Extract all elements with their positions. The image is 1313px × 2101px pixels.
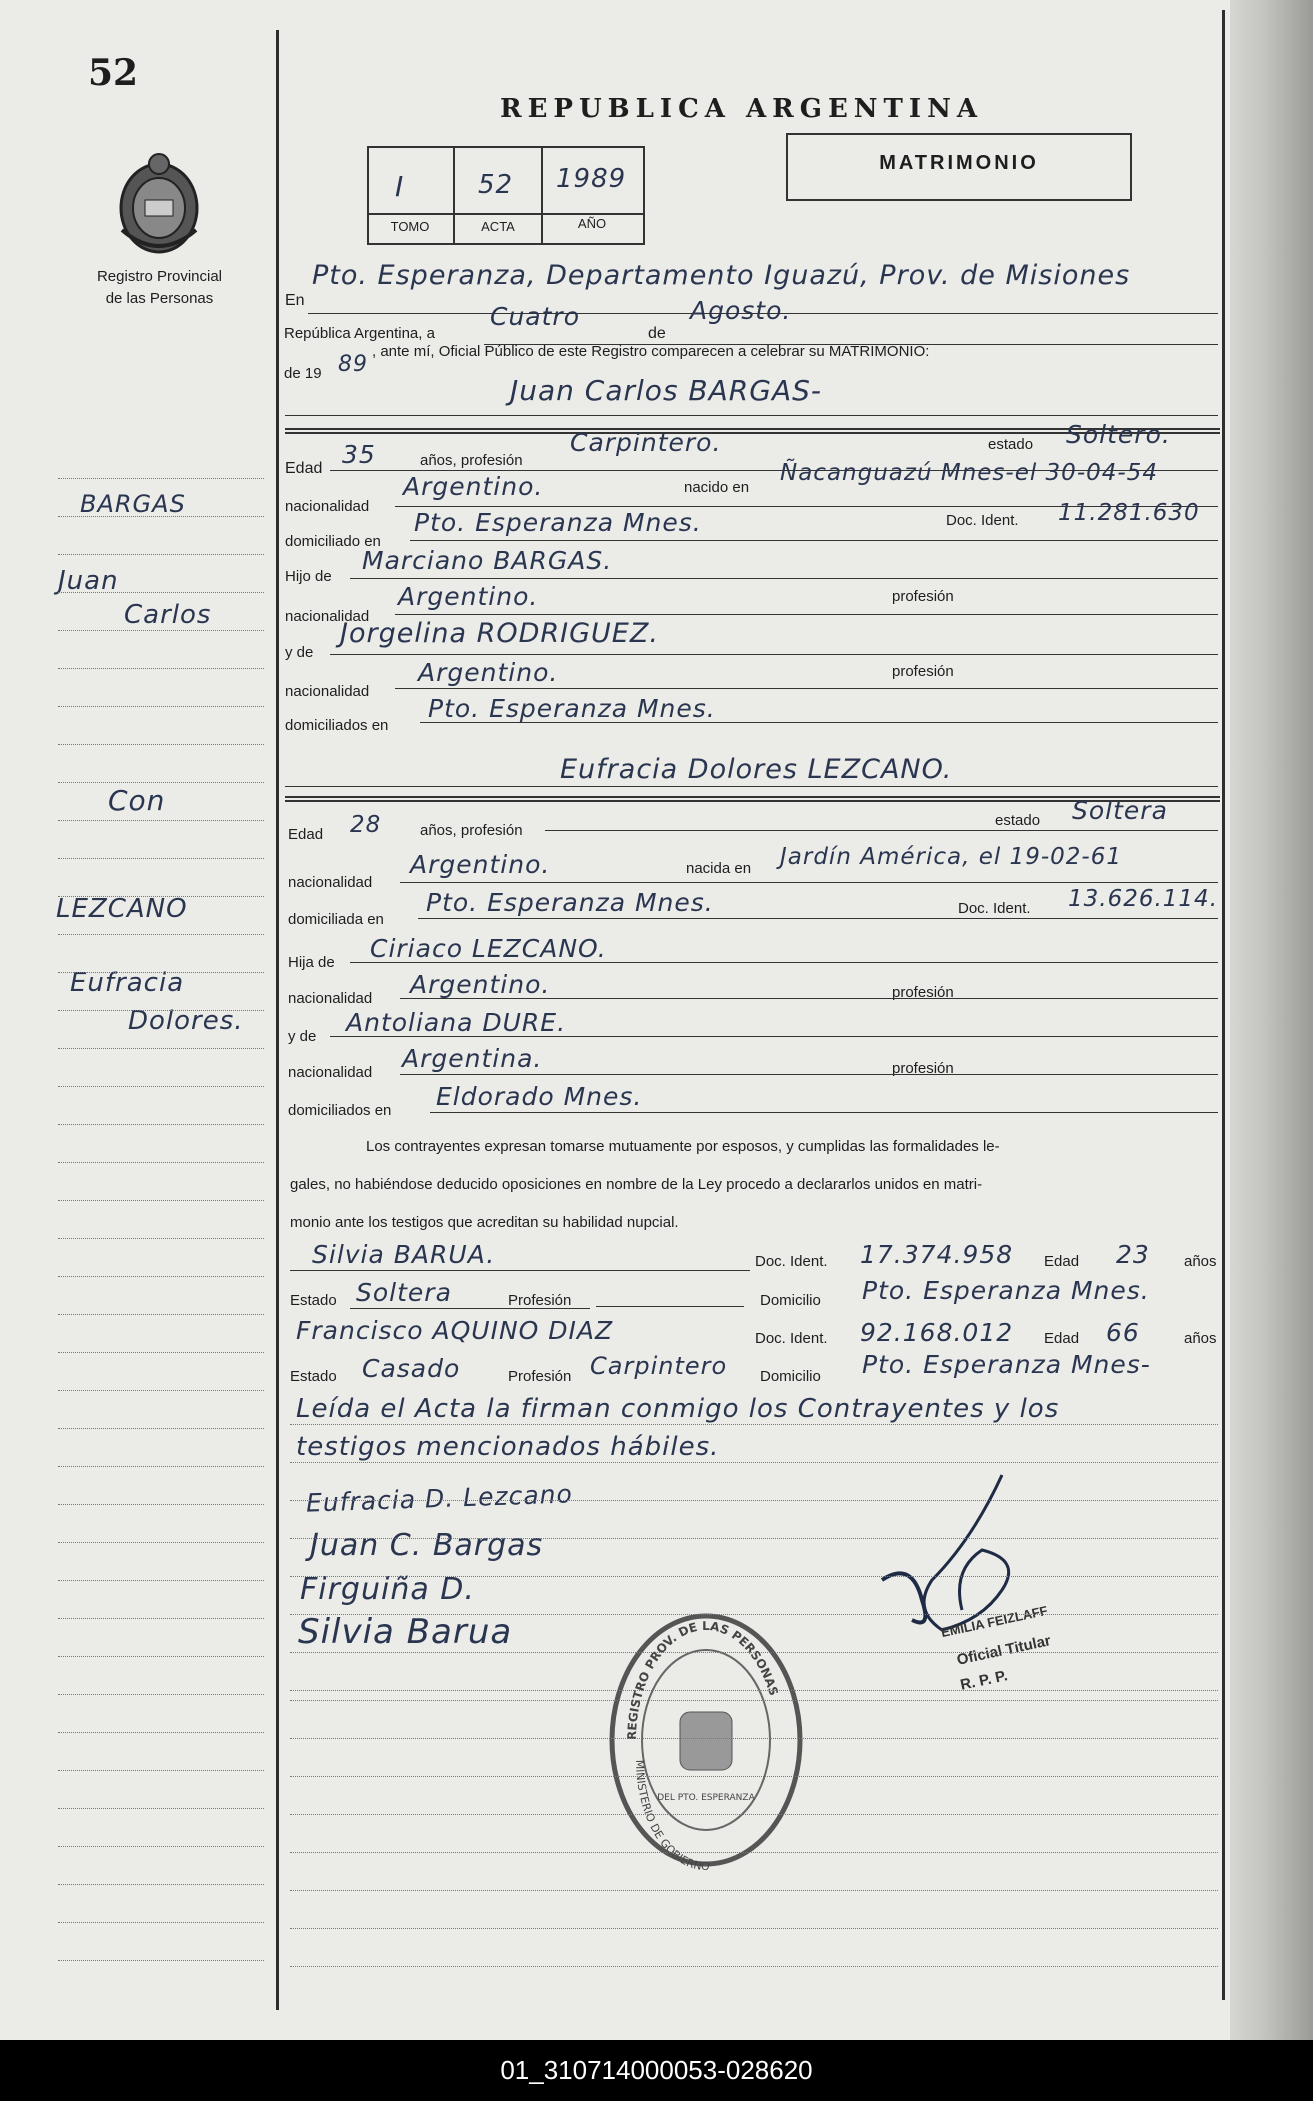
- nacionalidad-label: nacionalidad: [288, 990, 373, 1007]
- doc-ident-label: Doc. Ident.: [946, 512, 1019, 529]
- day-value: Cuatro: [490, 302, 580, 331]
- edad-label: Edad: [1044, 1330, 1080, 1347]
- margin-ruling: [58, 478, 264, 479]
- witness2-id-number: 92.168.012: [860, 1318, 1014, 1347]
- body-ruling: [290, 1700, 1218, 1701]
- id-label-rule: [367, 213, 645, 215]
- fill-rule: [430, 1112, 1218, 1113]
- nacionalidad-label: nacionalidad: [288, 1064, 373, 1081]
- registry-name-line2: de las Personas: [105, 290, 214, 307]
- profesion-label: profesión: [892, 588, 954, 605]
- groom-id-number: 11.281.630: [1058, 500, 1200, 526]
- fill-rule: [330, 654, 1218, 655]
- groom-full-name: Juan Carlos BARGAS-: [510, 374, 822, 407]
- estado-label: estado: [988, 436, 1034, 453]
- fill-rule: [596, 1306, 744, 1307]
- anos-profesion-label: años, profesión: [420, 822, 523, 839]
- margin-ruling: [58, 1922, 264, 1923]
- margin-ruling: [58, 1200, 264, 1201]
- en-label: En: [285, 292, 305, 309]
- margin-bride-given-1: Eufracia: [70, 968, 185, 998]
- margin-ruling: [58, 934, 264, 935]
- edad-label: Edad: [285, 460, 323, 477]
- margin-ruling: [58, 972, 264, 973]
- margin-ruling: [58, 1770, 264, 1771]
- bride-birthplace: Jardín América, el 19-02-61: [780, 844, 1122, 870]
- nacida-label: nacida en: [686, 860, 752, 877]
- seal-outer-text: REGISTRO PROV. DE LAS PERSONAS: [624, 1618, 781, 1741]
- witness1-name: Silvia BARUA.: [312, 1240, 496, 1269]
- margin-ruling: [58, 668, 264, 669]
- margin-ruling: [58, 1618, 264, 1619]
- doc-ident-label: Doc. Ident.: [958, 900, 1031, 917]
- nacionalidad-label: nacionalidad: [288, 874, 373, 891]
- body-ruling: [290, 1776, 1218, 1777]
- fill-rule: [545, 830, 1218, 831]
- margin-ruling: [58, 1960, 264, 1961]
- doc-ident-label: Doc. Ident.: [755, 1330, 828, 1347]
- bride-parents-address: Eldorado Mnes.: [436, 1082, 643, 1111]
- bride-father: Ciriaco LEZCANO.: [370, 934, 607, 963]
- body-ruling: [290, 1890, 1218, 1891]
- domiciliados-label: domiciliados en: [288, 1102, 392, 1119]
- y-de-label: y de: [285, 644, 314, 661]
- margin-ruling: [58, 782, 264, 783]
- body-ruling: [290, 1462, 1218, 1463]
- anos-label: años: [1184, 1253, 1217, 1270]
- margin-ruling: [58, 592, 264, 593]
- body-ruling: [290, 1966, 1218, 1967]
- witness1-id-number: 17.374.958: [860, 1240, 1014, 1269]
- margin-ruling: [58, 706, 264, 707]
- groom-nationality: Argentino.: [403, 472, 544, 501]
- fill-rule: [285, 415, 1218, 416]
- margin-bride-given-2: Dolores.: [128, 1006, 244, 1036]
- margin-ruling: [58, 1846, 264, 1847]
- seal-bottom-text: MINISTERIO DE GOBIERNO: [632, 1759, 710, 1870]
- page-edge-shadow: [1230, 0, 1313, 2040]
- margin-ruling: [58, 1694, 264, 1695]
- groom-birthplace: Ñacanguazú Mnes-el 30-04-54: [780, 460, 1158, 486]
- nacionalidad-label: nacionalidad: [285, 498, 370, 515]
- bride-full-name: Eufracia Dolores LEZCANO.: [560, 754, 953, 785]
- margin-ruling: [58, 1656, 264, 1657]
- anio-value: 1989: [556, 164, 627, 194]
- signature-witness2: Firguiña D.: [300, 1572, 475, 1607]
- republica-label: República Argentina, a: [284, 325, 435, 342]
- groom-father-nationality: Argentino.: [398, 582, 539, 611]
- margin-ruling: [58, 1504, 264, 1505]
- record-type: MATRIMONIO: [879, 152, 1039, 174]
- margin-ruling: [58, 1086, 264, 1087]
- seal-inner-text: DEL PTO. ESPERANZA: [657, 1793, 755, 1803]
- year-value: 89: [338, 352, 368, 377]
- margin-bride-surname: LEZCANO: [56, 894, 188, 924]
- domicilio-label: Domicilio: [760, 1292, 821, 1309]
- body-ruling: [290, 1852, 1218, 1853]
- country-title: REPUBLICA ARGENTINA: [500, 94, 984, 124]
- profesion-label: Profesión: [508, 1368, 572, 1385]
- fill-rule: [285, 786, 1218, 787]
- profesion-label: Profesión: [508, 1292, 572, 1309]
- margin-ruling: [58, 1010, 264, 1011]
- coat-of-arms-icon: [112, 150, 206, 260]
- bride-mother-nationality: Argentina.: [402, 1044, 543, 1073]
- margin-ruling: [58, 1276, 264, 1277]
- nacido-label: nacido en: [684, 479, 750, 496]
- margin-ruling: [58, 1884, 264, 1885]
- tomo-value: I: [395, 170, 405, 203]
- official-stamp-name: EMILIA FEIZLAFF: [939, 1602, 1049, 1641]
- bride-age: 28: [350, 812, 382, 838]
- profesion-label: profesión: [892, 663, 954, 680]
- bride-mother: Antoliana DURE.: [346, 1008, 567, 1037]
- anos-label: años: [1184, 1330, 1217, 1347]
- page-number: 52: [88, 52, 139, 94]
- margin-ruling: [58, 1808, 264, 1809]
- de-label: de: [648, 325, 666, 342]
- witness1-age: 23: [1116, 1240, 1150, 1269]
- body-ruling: [290, 1928, 1218, 1929]
- nacionalidad-label: nacionalidad: [285, 608, 370, 625]
- margin-ruling: [58, 1314, 264, 1315]
- body-ruling: [290, 1738, 1218, 1739]
- margin-ruling: [58, 896, 264, 897]
- groom-address: Pto. Esperanza Mnes.: [414, 508, 702, 537]
- registry-emblem: [112, 150, 206, 260]
- body-ruling: [290, 1576, 1218, 1577]
- witness1-status: Soltera: [356, 1278, 452, 1307]
- margin-ruling: [58, 516, 264, 517]
- fill-rule: [395, 688, 1218, 689]
- margin-ruling: [58, 1580, 264, 1581]
- margin-ruling: [58, 1162, 264, 1163]
- place-value: Pto. Esperanza, Departamento Iguazú, Prov. de Misiones: [312, 260, 1131, 291]
- body-ruling: [290, 1424, 1218, 1425]
- bride-id-number: 13.626.114.: [1068, 886, 1218, 912]
- groom-status: Soltero.: [1066, 420, 1171, 449]
- profesion-label: profesión: [892, 984, 954, 1001]
- margin-ruling: [58, 1238, 264, 1239]
- margin-ruling: [58, 744, 264, 745]
- witness1-address: Pto. Esperanza Mnes.: [862, 1276, 1150, 1305]
- bride-status: Soltera: [1072, 796, 1168, 825]
- official-stamp-org: R. P. P.: [958, 1667, 1010, 1694]
- registry-round-seal: [606, 1600, 806, 1870]
- anio-label: AÑO: [577, 216, 607, 231]
- body-ruling: [290, 1614, 1218, 1615]
- fill-rule: [350, 1308, 590, 1309]
- body-ruling: [290, 1690, 1218, 1691]
- fill-rule: [400, 882, 1218, 883]
- profesion-label: profesión: [892, 1060, 954, 1077]
- domiciliado-label: domiciliado en: [285, 533, 381, 550]
- groom-profession: Carpintero.: [570, 428, 722, 457]
- anos-profesion-label: años, profesión: [420, 452, 523, 469]
- year-prefix: de 19: [284, 365, 322, 382]
- margin-groom-given-1: Juan: [58, 566, 119, 596]
- bride-father-nationality: Argentino.: [410, 970, 551, 999]
- margin-ruling: [58, 820, 264, 821]
- margin-ruling: [58, 1048, 264, 1049]
- edad-label: Edad: [1044, 1253, 1080, 1270]
- margin-ruling: [58, 1390, 264, 1391]
- hija-de-label: Hija de: [288, 954, 335, 971]
- right-edge-rule: [1222, 10, 1225, 2000]
- tomo-label: TOMO: [390, 219, 430, 234]
- signature-groom: Juan C. Bargas: [310, 1528, 544, 1563]
- edad-label: Edad: [288, 826, 324, 843]
- declaration-line-3: monio ante los testigos que acreditan su habilidad nupcial.: [290, 1214, 679, 1231]
- margin-ruling: [58, 554, 264, 555]
- witness2-name: Francisco AQUINO DIAZ: [296, 1316, 614, 1345]
- estado-label: estado: [995, 812, 1041, 829]
- fill-rule: [395, 614, 1218, 615]
- margin-ruling: [58, 1466, 264, 1467]
- fill-rule: [350, 962, 1218, 963]
- declaration-line-2: gales, no habiéndose deducido oposiciones en nombre de la Ley procedo a declararlos unidos en matri-: [290, 1176, 983, 1193]
- body-ruling: [290, 1500, 1218, 1501]
- witness2-profession: Carpintero: [590, 1352, 728, 1380]
- fill-rule: [350, 578, 1218, 579]
- margin-groom-surname: BARGAS: [80, 490, 186, 518]
- domiciliada-label: domiciliada en: [288, 911, 384, 928]
- groom-mother-nationality: Argentino.: [418, 658, 559, 687]
- groom-parents-address: Pto. Esperanza Mnes.: [428, 694, 716, 723]
- margin-ruling: [58, 1124, 264, 1125]
- margin-groom-given-2: Carlos: [124, 600, 212, 630]
- estado-label: Estado: [290, 1292, 337, 1309]
- bride-address: Pto. Esperanza Mnes.: [426, 888, 714, 917]
- month-value: Agosto.: [690, 296, 792, 325]
- declaration-line-1: Los contrayentes expresan tomarse mutuamente por esposos, y cumplidas las formalidades le-: [366, 1138, 1000, 1155]
- seal-icon: [606, 1600, 806, 1870]
- fill-rule: [420, 722, 1218, 723]
- margin-ruling: [58, 858, 264, 859]
- signature-witness1: Silvia Barua: [298, 1612, 513, 1652]
- body-ruling: [290, 1814, 1218, 1815]
- hijo-de-label: Hijo de: [285, 568, 332, 585]
- closing-line-1: Leída el Acta la firman conmigo los Contrayentes y los: [296, 1394, 1060, 1424]
- margin-con: Con: [108, 784, 166, 817]
- margin-column-rule: [276, 30, 279, 2010]
- scan-identifier: 01_310714000053-028620: [0, 2040, 1313, 2101]
- acta-value: 52: [478, 170, 514, 200]
- acta-label: ACTA: [481, 219, 515, 234]
- groom-mother: Jorgelina RODRIGUEZ.: [340, 618, 659, 649]
- signature-bride: Eufracia D. Lezcano: [305, 1479, 574, 1518]
- fill-rule: [400, 998, 1218, 999]
- bride-nationality: Argentino.: [410, 850, 551, 879]
- fill-rule: [400, 1074, 1218, 1075]
- domicilio-label: Domicilio: [760, 1368, 821, 1385]
- fill-rule: [410, 540, 1218, 541]
- fill-rule: [290, 1270, 750, 1271]
- witness2-age: 66: [1106, 1318, 1140, 1347]
- margin-ruling: [58, 630, 264, 631]
- closing-line-2: testigos mencionados hábiles.: [296, 1432, 720, 1462]
- groom-age: 35: [342, 440, 376, 469]
- official-stamp-title: Oficial Titular: [955, 1632, 1053, 1669]
- margin-ruling: [58, 1428, 264, 1429]
- groom-father: Marciano BARGAS.: [362, 546, 613, 575]
- margin-ruling: [58, 1732, 264, 1733]
- intro-text: , ante mí, Oficial Público de este Registro comparecen a celebrar su MATRIMONIO:: [372, 343, 930, 360]
- estado-label: Estado: [290, 1368, 337, 1385]
- domiciliados-label: domiciliados en: [285, 717, 389, 734]
- nacionalidad-label: nacionalidad: [285, 683, 370, 700]
- fill-rule: [418, 918, 1218, 919]
- body-ruling: [290, 1652, 1218, 1653]
- margin-ruling: [58, 1542, 264, 1543]
- y-de-label: y de: [288, 1028, 317, 1045]
- witness2-status: Casado: [362, 1354, 461, 1383]
- body-ruling: [290, 1538, 1218, 1539]
- margin-ruling: [58, 1352, 264, 1353]
- registry-name-line1: Registro Provincial: [96, 268, 223, 285]
- fill-rule: [330, 1036, 1218, 1037]
- witness2-address: Pto. Esperanza Mnes-: [862, 1350, 1151, 1379]
- doc-ident-label: Doc. Ident.: [755, 1253, 828, 1270]
